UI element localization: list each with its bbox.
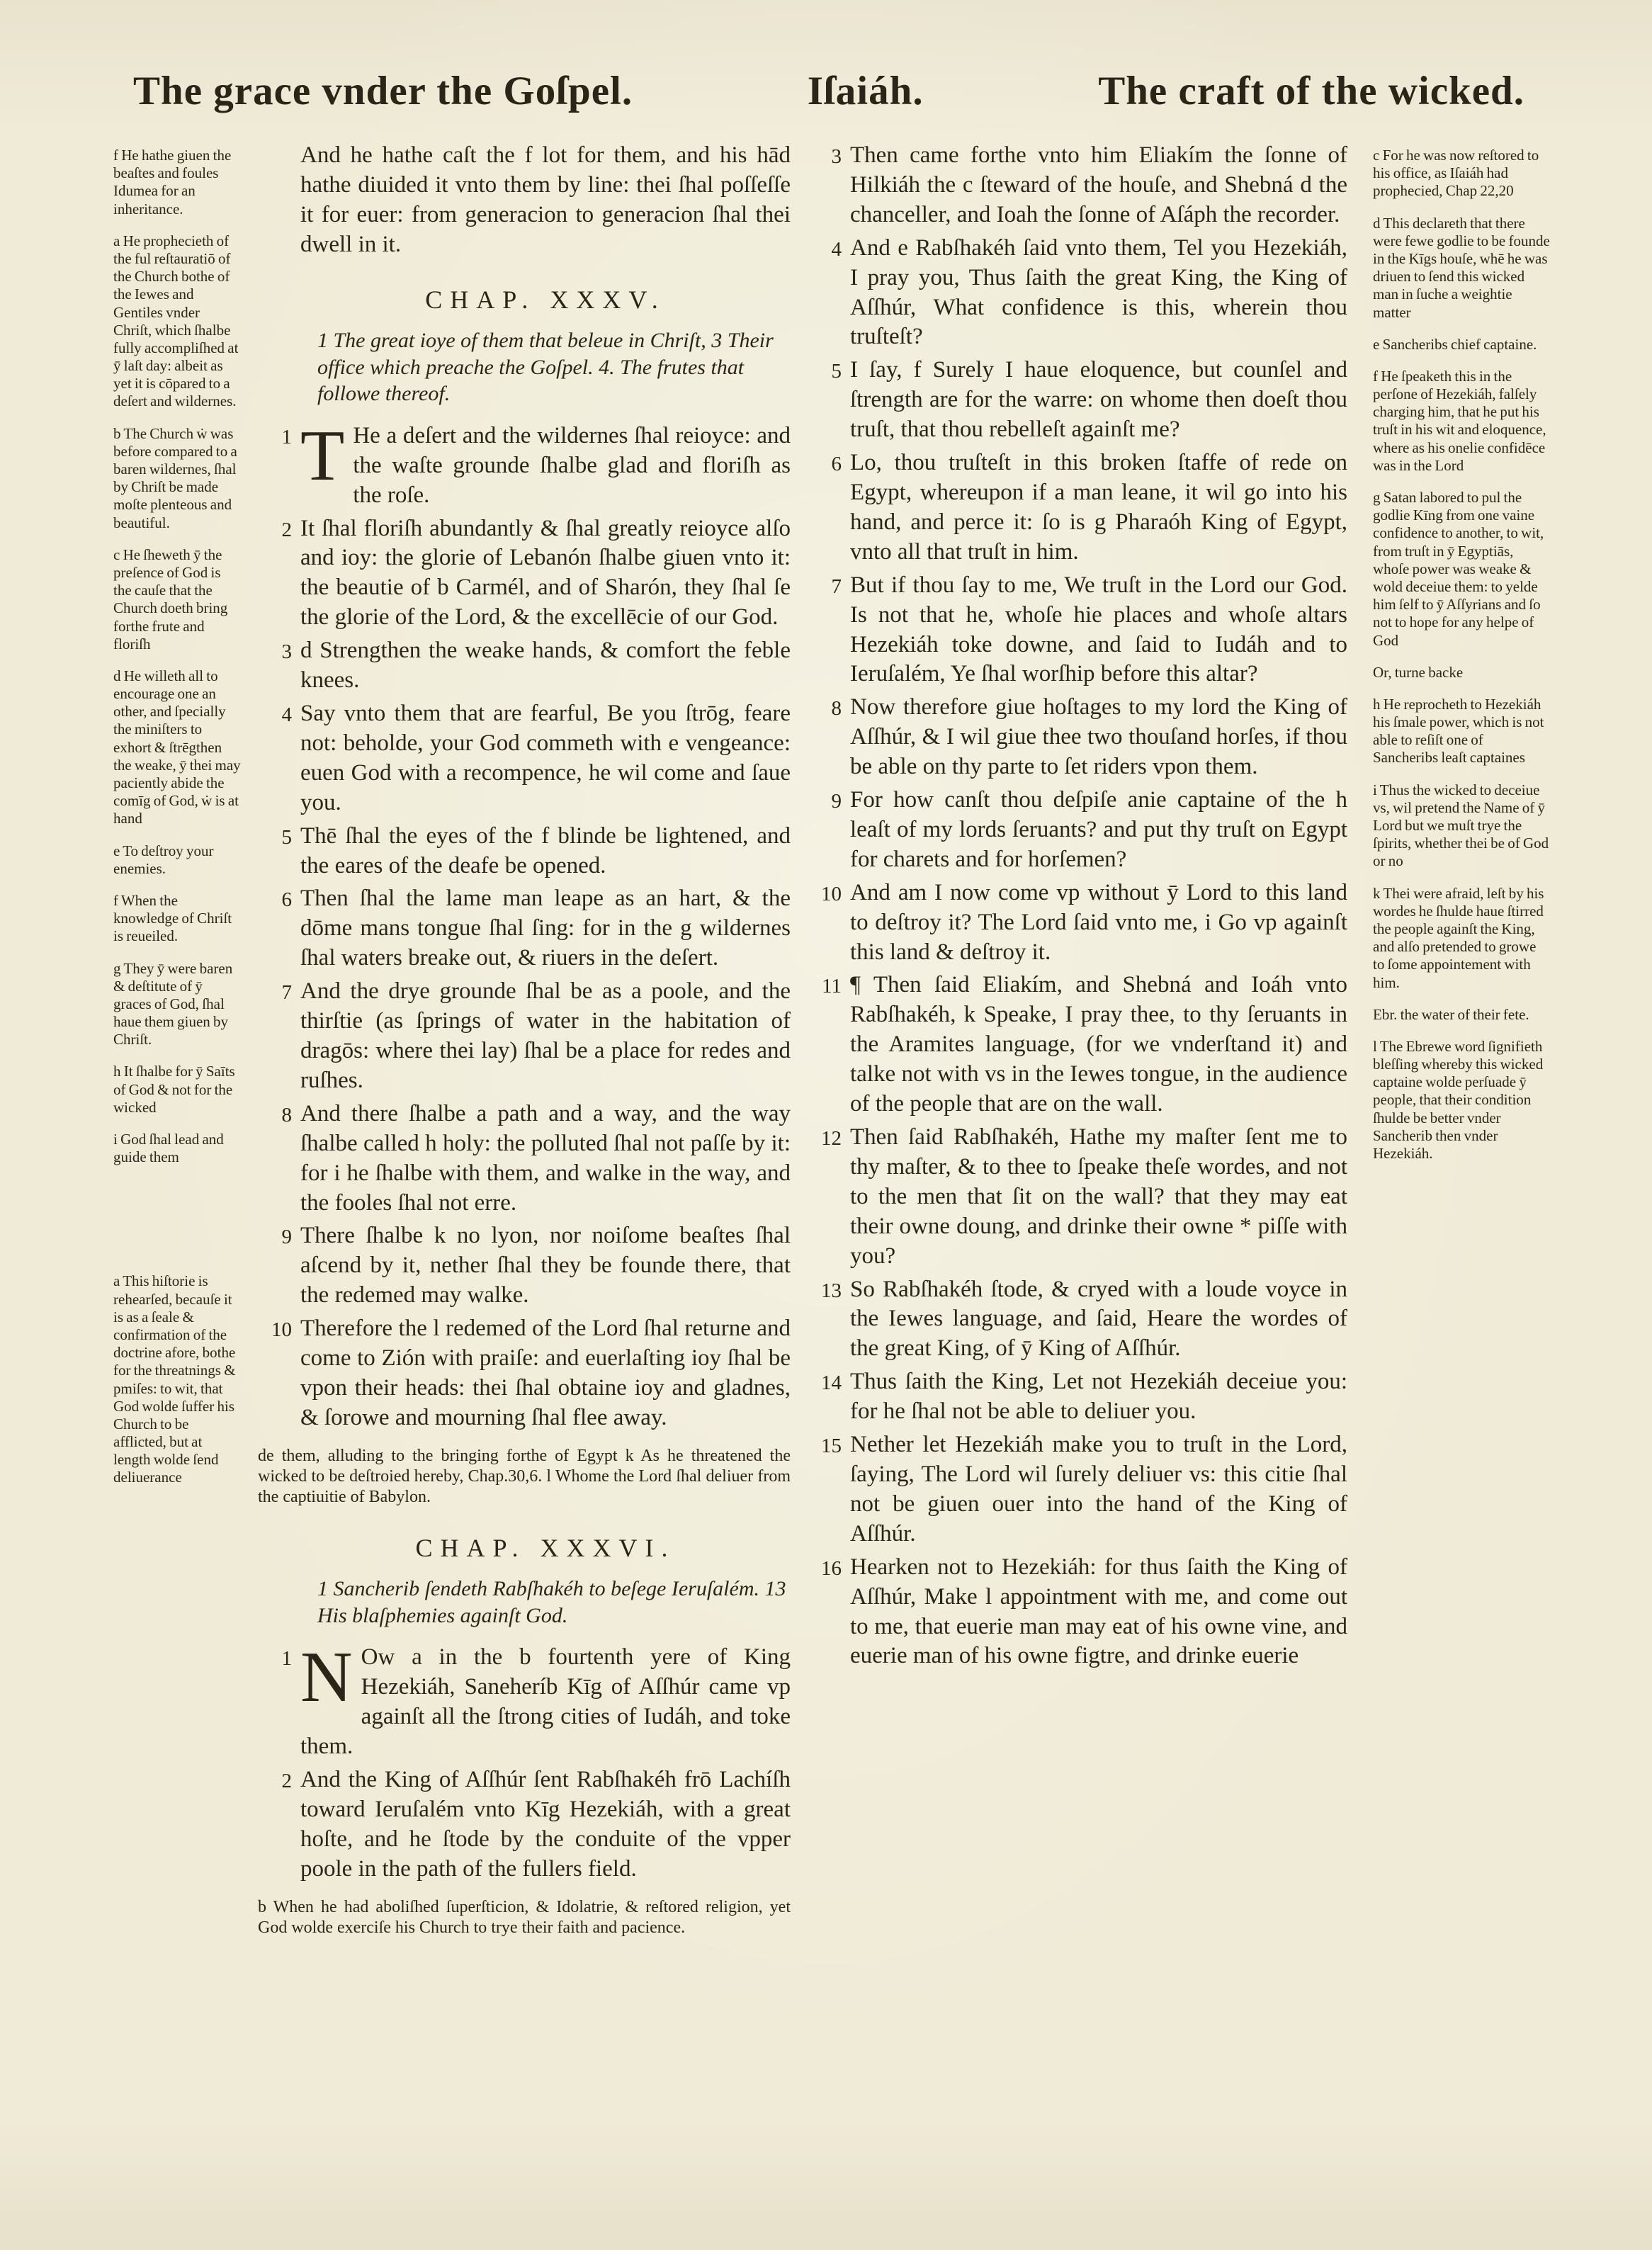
- verse-paragraph: [281, 1765, 791, 1884]
- verse-paragraph: [831, 141, 1347, 230]
- verse-number: 5: [281, 825, 292, 849]
- verse-text: ¶ Then ſaid Eliakím, and Shebná and Ioáh vnto Rabſhakéh, k Speake, I pray thee, to thy ſeruants in the Aramites language, (for we vnderſtand it) and talke not with vs in the Iewes tongue, in the audience of the people that are on the wall.: [850, 972, 1347, 1117]
- margin-note: a He prophecieth of the ful reſtauratiō of the Church bothe of the Iewes and Gentiles vnder Chriſt, which ſhalbe fully accompliſhed at ȳ laſt day: albeit as yet it is cōpared to a deſert and wildernes.: [113, 232, 239, 410]
- chapter-heading-36: CHAP. XXXVI.: [415, 1533, 676, 1562]
- book-title: Iſaiáh.: [807, 69, 924, 113]
- verse-text: And the drye grounde ſhal be as a poole, and the thirſtie (as ſprings of water in the habitation of dragōs: where thei lay) ſhal be a place for redes and ruſhes.: [300, 978, 791, 1093]
- verse-text: Therefore the l redemed of the Lord ſhal returne and come to Zión with praiſe: and euerlaſting ioy ſhal be vpon their heads: thei ſhal obtaine ioy and gladnes, & ſorowe and mourning ſhal flee away.: [300, 1316, 791, 1430]
- verse-paragraph: [281, 822, 791, 881]
- verse-text: It ſhal floriſh abundantly & ſhal greatly reioyce alſo and ioy: the glorie of Lebanón ſhalbe giuen vnto it: the beautie of b Carmél, and of Sharón, they ſhal ſe the glorie of the Lord, & the excellēcie of our God.: [300, 515, 791, 631]
- drop-cap: N: [300, 1637, 353, 1718]
- verse-paragraph: [281, 884, 791, 973]
- verse-number: 6: [831, 453, 842, 476]
- margin-note: i Thus the wicked to deceiue vs, wil pretend the Name of ȳ Lord but we muſt trye the ſpirits, whether thei be of God or no: [1373, 781, 1549, 870]
- verse-number: 16: [821, 1556, 842, 1580]
- margin-note: h It ſhalbe for ȳ Saīts of God & not for the wicked: [113, 1063, 235, 1116]
- verse-number: 3: [281, 640, 292, 664]
- left-margin-notes: [113, 141, 241, 1941]
- verse-number: 2: [281, 518, 292, 541]
- verse-paragraph: [271, 1314, 791, 1433]
- page-body: [113, 141, 1553, 1941]
- right-text-column: [816, 141, 1347, 1941]
- verse-number: 9: [831, 790, 842, 813]
- verse-text: Nether let Hezekiáh make you to truſt in the Lord, ſaying, The Lord wil ſurely deliuer vs: this citie ſhal not be giuen ouer into the hand of the King of Aſſhúr.: [850, 1432, 1347, 1547]
- verse-paragraph: [831, 571, 1347, 690]
- verse-text: But if thou ſay to me, We truſt in the Lord our God. Is not that he, whoſe hie places and whoſe altars Hezekiáh toke downe, and ſaid to Iudáh and to Ieruſalém, Ye ſhal worſhip before this altar?: [850, 572, 1347, 687]
- verse-number: 4: [281, 703, 292, 726]
- verse-text: Hearken not to Hezekiáh: for thus ſaith the King of Aſſhúr, Make l appointment with me, and come out to me, that euerie man may eat of his owne vine, and euerie man of his owne figtre, and drinke euerie: [850, 1554, 1347, 1669]
- verse-number: 10: [271, 1318, 292, 1342]
- verse-number: 1: [281, 425, 292, 448]
- verse-text: Lo, thou truſteſt in this broken ſtaffe of rede on Egypt, whereupon if a man leane, it wil go into his hand, and perce it: ſo is g Pharaóh King of Egypt, vnto all that truſt in him.: [850, 450, 1347, 565]
- verse-text: And the King of Aſſhúr ſent Rabſhakéh frō Lachíſh toward Ieruſalém vnto Kīg Hezekiáh, with a great hoſte, and he ſtode by the conduite of the vpper poole in the path of the fullers field.: [300, 1766, 791, 1882]
- margin-note: d This declareth that there were fewe godlie to be founde in the Kīgs houſe, whē he was driuen to ſend this wicked man in ſuche a weightie matter: [1373, 214, 1550, 321]
- verse-paragraph: [831, 448, 1347, 567]
- verse-text: Thē ſhal the eyes of the f blinde be lightened, and the eares of the deafe be opened.: [300, 822, 791, 878]
- verse-paragraph: [831, 356, 1347, 445]
- left-text-column: [258, 141, 791, 1941]
- drop-cap: T: [300, 415, 345, 496]
- verse-text: Ow a in the b fourtenth yere of King Hezekiáh, Saneheríb Kīg of Aſſhúr came vp againſt all the ſtrong cities of Iudáh, and toke them.: [300, 1644, 791, 1759]
- margin-note: a This hiſtorie is rehearſed, becauſe it is as a ſeale & confirmation of the doctrine afore, bothe for the threatnings & pmiſes: to wit, that God wolde ſuffer his Church to be afflicted, but at length wolde ſend deliuerance: [113, 1272, 236, 1486]
- margin-note: e Sancheribs chief captaine.: [1373, 335, 1537, 353]
- chapter-36-footnote: b When he had aboliſhed ſuperſticion, & Idolatrie, & reſtored religion, yet God wolde exerciſe his Church to trye their faith and pacience.: [258, 1897, 791, 1937]
- verse-paragraph: [281, 415, 791, 511]
- right-margin-notes: [1373, 141, 1550, 1941]
- chapter-heading-35: CHAP. XXXV.: [425, 285, 666, 314]
- verse-text: I ſay, f Surely I haue eloquence, but counſel and ſtrength are for the warre: on whome then doeſt thou truſt, that thou rebelleſt againſt me?: [850, 357, 1347, 443]
- verse-paragraph: [281, 1637, 791, 1762]
- carryover-paragraph: And he hathe caſt the f lot for them, and his hād hathe diuided it vnto them by line: thei ſhal poſſeſſe it for euer: from generacion to generacion ſhal thei dwell in it.: [300, 142, 791, 257]
- running-head-right: The craft of the wicked.: [1098, 69, 1524, 113]
- verse-number: 10: [821, 882, 842, 905]
- verse-paragraph: [281, 514, 791, 633]
- margin-note: d He willeth all to encourage one an other, and ſpecially the miniſters to exhort & ſtrēgthen the weake, ȳ thei may paciently abide the comīg of God, ẇ is at hand: [113, 667, 241, 827]
- chapter-35-verses: [271, 415, 791, 1433]
- chapter-36-verses: [281, 1637, 791, 1884]
- verse-number: 5: [831, 360, 842, 383]
- verse-text: And e Rabſhakéh ſaid vnto them, Tel you Hezekiáh, I pray you, Thus ſaith the great King, the King of Aſſhúr, What confidence is this, wherein thou truſteſt?: [850, 234, 1347, 350]
- margin-note: k Thei were afraid, leſt by his wordes he ſhulde haue ſtirred the people againſt the King, and alſo pretended to growe to ſome appointement with him.: [1373, 884, 1544, 991]
- verse-paragraph: [831, 786, 1347, 875]
- verse-number: 8: [831, 697, 842, 720]
- margin-note: Or, turne backe: [1373, 663, 1464, 681]
- margin-note: i God ſhal lead and guide them: [113, 1131, 224, 1166]
- margin-note: Ebr. the water of their fete.: [1373, 1005, 1529, 1023]
- verse-paragraph: [821, 1367, 1347, 1427]
- margin-note: c For he was now reſtored to his office, as Iſaiáh had prophecied, Chap 22,20: [1373, 147, 1539, 200]
- margin-note: e To deſtroy your enemies.: [113, 842, 214, 877]
- verse-text: Thus ſaith the King, Let not Hezekiáh deceiue you: for he ſhal not be able to deliuer you.: [850, 1369, 1347, 1425]
- verse-text: So Rabſhakéh ſtode, & cryed with a loude voyce in the Iewes language, and ſaid, Heare the wordes of the great King, of ȳ King of Aſſhúr.: [850, 1276, 1347, 1362]
- margin-note: l The Ebrewe word ſignifieth bleſſing whereby this wicked captaine wolde perſuade ȳ people, that their condition ſhulde be better vnder Sancherib then vnder Hezekiáh.: [1373, 1037, 1544, 1162]
- verse-number: 1: [281, 1647, 292, 1670]
- chapter-argument-35: 1 The great ioye of them that beleue in Chriſt, 3 Their office which preache the Goſpel. 4. The frutes that followe thereof.: [317, 329, 774, 406]
- verse-paragraph: [821, 1123, 1347, 1272]
- verse-text: Then ſaid Rabſhakéh, Hathe my maſter ſent me to thy maſter, & to thee to ſpeake theſe wordes, and not to the men that ſit on the wall? that they may eat their owne doung, and drinke their owne * piſſe with you?: [850, 1124, 1347, 1269]
- verse-number: 2: [281, 1769, 292, 1792]
- verse-number: 11: [822, 975, 842, 998]
- verse-paragraph: [281, 1221, 791, 1311]
- verse-paragraph: [281, 636, 791, 696]
- verse-text: d Strengthen the weake hands, & comfort the feble knees.: [300, 638, 791, 694]
- chapter-36-verses-continued: [821, 141, 1347, 1671]
- verse-number: 3: [831, 145, 842, 168]
- verse-number: 7: [281, 981, 292, 1005]
- margin-note: f When the knowledge of Chriſt is reueiled.: [113, 891, 232, 945]
- verse-paragraph: [821, 1275, 1347, 1364]
- verse-paragraph: [831, 234, 1347, 353]
- verse-number: 12: [821, 1127, 842, 1150]
- verse-paragraph: [281, 699, 791, 818]
- verse-text: And am I now come vp without ȳ Lord to this land to deſtroy it? The Lord ſaid vnto me, i Go vp againſt this land & deſtroy it.: [850, 879, 1347, 965]
- running-header: [133, 68, 1524, 114]
- verse-number: 14: [821, 1372, 842, 1395]
- verse-number: 8: [281, 1103, 292, 1126]
- verse-number: 7: [831, 575, 842, 598]
- margin-note: g They ȳ were baren & deſtitute of ȳ graces of God, ſhal haue them giuen by Chriſt.: [113, 959, 233, 1048]
- margin-note: h He reprocheth to Hezekiáh his ſmale power, which is not able to reſiſt one of Sancheribs leaſt captaines: [1373, 695, 1544, 767]
- verse-text: Then ſhal the lame man leape as an hart, & the dōme mans tongue ſhal ſing: for in the g wildernes ſhal waters breake out, & riuers in the deſert.: [300, 886, 791, 971]
- running-head-left: The grace vnder the Goſpel.: [133, 69, 633, 113]
- verse-paragraph: [281, 977, 791, 1096]
- verse-number: 4: [831, 237, 842, 261]
- verse-number: 9: [281, 1226, 292, 1249]
- margin-note: b The Church ẇ was before compared to a baren wildernes, ſhal by Chriſt be made moſte plenteous and beautiful.: [113, 424, 237, 531]
- chapter-argument-36: 1 Sancherib ſendeth Rabſhakéh to beſege Ieruſalém. 13 His blaſphemies againſt God.: [317, 1577, 786, 1627]
- verse-text: He a deſert and the wildernes ſhal reioyce: and the waſte grounde ſhalbe glad and floriſh as the roſe.: [353, 422, 791, 508]
- verse-number: 13: [821, 1279, 842, 1302]
- verse-text: There ſhalbe k no lyon, nor noiſome beaſtes ſhal aſcend by it, nether ſhal they be founde there, that the redemed may walke.: [300, 1223, 791, 1308]
- margin-note: f He ſpeaketh this in the perſone of Hezekiáh, falſely charging him, that he put his truſt in his wit and eloquence, where as his onelie confidēce was in the Lord: [1373, 367, 1546, 474]
- margin-note: c He ſheweth ȳ the preſence of God is the cauſe that the Church doeth bring forthe frute and floriſh: [113, 545, 228, 652]
- verse-text: For how canſt thou deſpiſe anie captaine of the h leaſt of my lords ſeruants? and put thy truſt on Egypt for charets and for horſemen?: [850, 787, 1347, 872]
- verse-text: And there ſhalbe a path and a way, and the way ſhalbe called h holy: the polluted ſhal not paſſe by it: for i he ſhalbe with them, and walke in the way, and the fooles ſhal not erre.: [300, 1100, 791, 1216]
- verse-text: Say vnto them that are fearful, Be you ſtrōg, feare not: beholde, your God commeth with e vengeance: euen God with a recompence, he wil come and ſaue you.: [300, 701, 791, 815]
- verse-number: 15: [821, 1435, 842, 1458]
- chapter-35-footnote: de them, alluding to the bringing forthe of Egypt k As he threatened the wicked to be deſtroied hereby, Chap.30,6. l Whome the Lord ſhal deliuer from the captiuitie of Babylon.: [258, 1446, 791, 1507]
- margin-note: g Satan labored to pul the godlie Kīng from one vaine confidence to another, to wit, from truſt in ȳ Egyptiās, whoſe power was weake & wold deceiue them: to yelde him ſelf to ȳ Aſſyrians and ſo not to hope for any helpe of God: [1373, 489, 1544, 649]
- verse-paragraph: [822, 971, 1347, 1119]
- verse-paragraph: [281, 1099, 791, 1219]
- verse-paragraph: [821, 1430, 1347, 1549]
- verse-text: Now therefore giue hoſtages to my lord the King of Aſſhúr, & I wil giue thee two thouſand horſes, if thou be able on thy parte to ſet riders vpon them.: [850, 694, 1347, 780]
- margin-note: f He hathe giuen the beaſtes and foules Idumea for an inheritance.: [113, 147, 232, 217]
- verse-number: 6: [281, 888, 292, 912]
- verse-paragraph: [821, 878, 1347, 968]
- verse-paragraph: [831, 693, 1347, 782]
- verse-text: Then came forthe vnto him Eliakím the ſonne of Hilkiáh the c ſteward of the houſe, and Shebná d the chanceller, and Ioah the ſonne of Aſáph the recorder.: [850, 142, 1347, 227]
- verse-paragraph: [821, 1553, 1347, 1672]
